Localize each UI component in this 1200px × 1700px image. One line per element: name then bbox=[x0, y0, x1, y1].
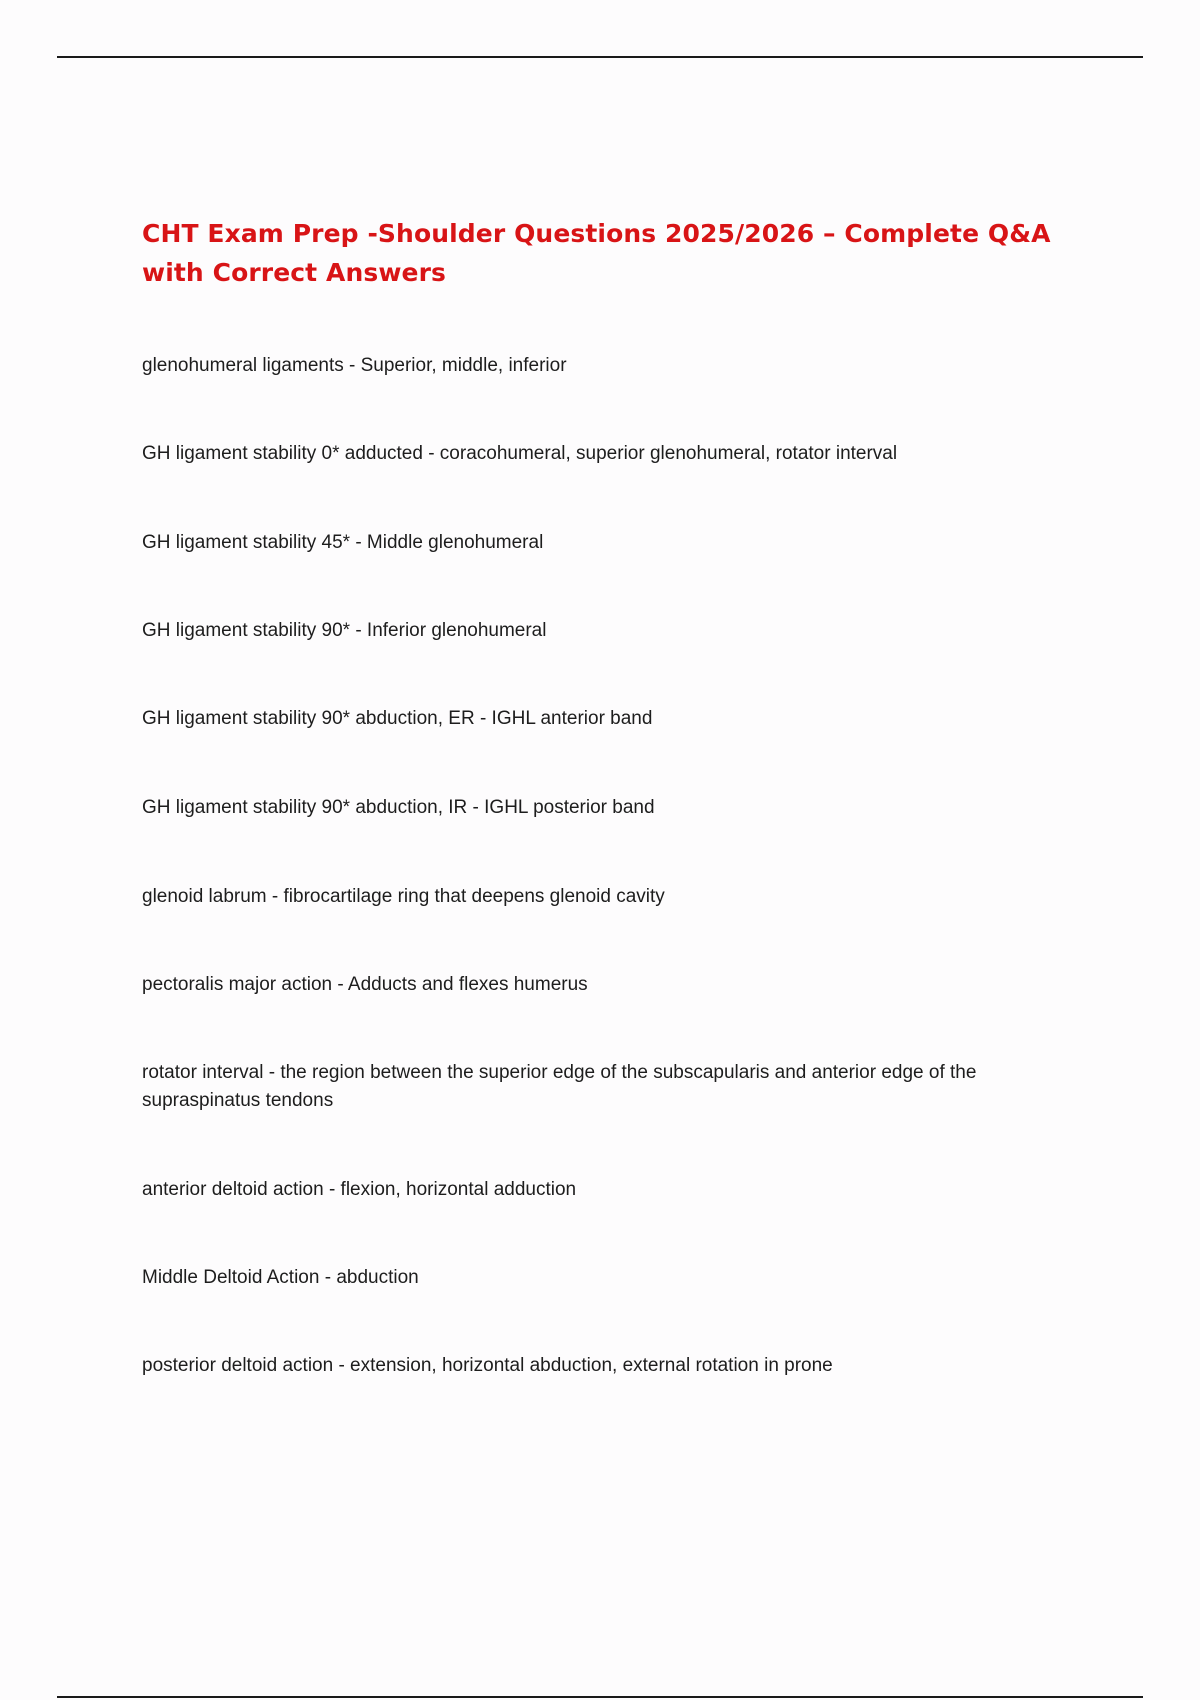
qa-item: glenoid labrum - fibrocartilage ring that deepens glenoid cavity bbox=[142, 886, 665, 907]
qa-item: GH ligament stability 90* abduction, IR - IGHL posterior band bbox=[142, 797, 655, 818]
qa-item: GH ligament stability 45* - Middle glenohumeral bbox=[142, 532, 544, 553]
qa-item: pectoralis major action - Adducts and flexes humerus bbox=[142, 974, 588, 995]
qa-item: anterior deltoid action - flexion, horizontal adduction bbox=[142, 1179, 577, 1200]
qa-item: rotator interval - the region between the superior edge of the subscapularis and anterior edge of the supraspinatus tendons bbox=[142, 1062, 977, 1111]
qa-item: Middle Deltoid Action - abduction bbox=[142, 1267, 419, 1288]
bottom-rule bbox=[57, 1696, 1143, 1698]
top-rule bbox=[57, 56, 1143, 58]
qa-item: GH ligament stability 0* adducted - coracohumeral, superior glenohumeral, rotator interval bbox=[142, 443, 898, 464]
document-title: CHT Exam Prep -Shoulder Questions 2025/2026 – Complete Q&A with Correct Answers bbox=[142, 219, 1051, 287]
qa-item: posterior deltoid action - extension, horizontal abduction, external rotation in prone bbox=[142, 1355, 833, 1376]
qa-item: glenohumeral ligaments - Superior, middle, inferior bbox=[142, 355, 567, 376]
qa-item: GH ligament stability 90* - Inferior glenohumeral bbox=[142, 620, 547, 641]
qa-item: GH ligament stability 90* abduction, ER - IGHL anterior band bbox=[142, 708, 653, 729]
